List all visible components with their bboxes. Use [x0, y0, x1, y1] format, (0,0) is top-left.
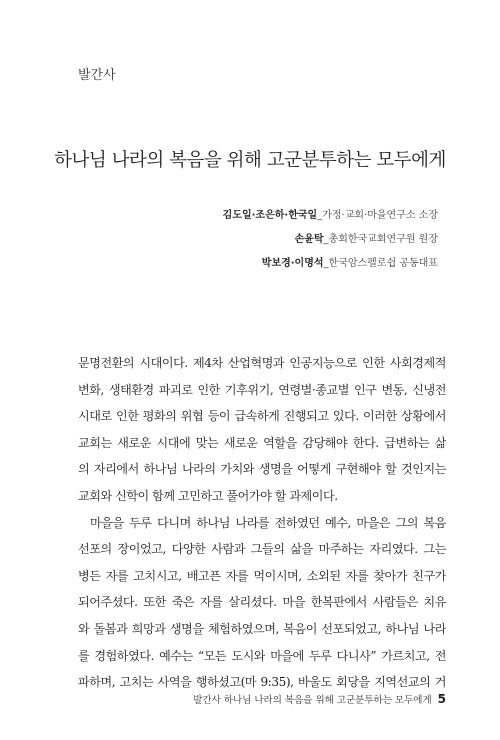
text-line: 변화, 생태환경 파괴로 인한 기후위기, 연령별·종교별 인구 변동, 신냉전	[78, 382, 446, 397]
text-line: 의 자리에서 하나님 나라의 가치와 생명을 어떻게 구현해야 할 것인지는	[78, 462, 446, 477]
author-line	[223, 256, 438, 280]
page-title: 하나님 나라의 복음을 위해 고군분투하는 모두에게	[54, 150, 446, 171]
text-line: 를 경험하였다. 예수는 “모든 도시와 마을에 두루 다니사” 가르치고, 전	[78, 648, 446, 663]
text-line: 문명전환의 시대이다. 제4차 산업혁명과 인공지능으로 인한 사회경제적	[78, 356, 446, 370]
author-names: 박보경·이명석	[261, 258, 324, 269]
author-affiliation: _가정·교회·마을연구소 소장	[317, 210, 438, 221]
text-line: 교회는 새로운 시대에 맞는 새로운 역할을 감당해야 한다. 급변하는 삶	[78, 435, 446, 450]
text-line: 파하며, 고치는 사역을 행하셨고(마 9:35), 바울도 회당을 지역선교의 거	[78, 675, 446, 690]
author-line	[223, 208, 438, 232]
text-line: 병든 자를 고치시고, 배고픈 자를 먹이시며, 소외된 자를 찾아가 친구가	[78, 568, 446, 583]
page-footer	[193, 692, 446, 706]
text-line: 마을을 두루 다니며 하나님 나라를 전하였던 예수, 마을은 그의 복음	[90, 515, 446, 530]
body-text	[78, 350, 446, 696]
section-label: 발간사	[78, 68, 116, 83]
running-title: 발간사 하나님 나라의 복음을 위해 고군분투하는 모두에게	[193, 695, 432, 706]
text-line: 시대로 인한 평화의 위협 등이 급속하게 진행되고 있다. 이러한 상황에서	[78, 409, 446, 424]
author-affiliation: _한국암스펠로쉽 공동대표	[323, 258, 438, 269]
text-line: 되어주셨다. 또한 죽은 자를 살리셨다. 마을 한복판에서 사람들은 치유	[78, 595, 446, 610]
text-line: 교회와 신학이 함께 고민하고 풀어가야 할 과제이다.	[78, 488, 338, 503]
text-line: 와 돌봄과 희망과 생명을 체험하였으며, 복음이 선포되었고, 하나님 나라	[78, 621, 446, 636]
author-names: 손윤탁	[294, 234, 324, 245]
author-affiliation: _총회한국교회연구원 원장	[323, 234, 438, 245]
author-names: 김도일·조은하·한국일	[222, 210, 318, 221]
author-list	[223, 208, 438, 280]
page-number: 5	[437, 692, 446, 706]
text-line: 선포의 장이었고, 다양한 사람과 그들의 삶을 마주하는 자리였다. 그는	[78, 542, 446, 557]
author-line	[223, 232, 438, 256]
